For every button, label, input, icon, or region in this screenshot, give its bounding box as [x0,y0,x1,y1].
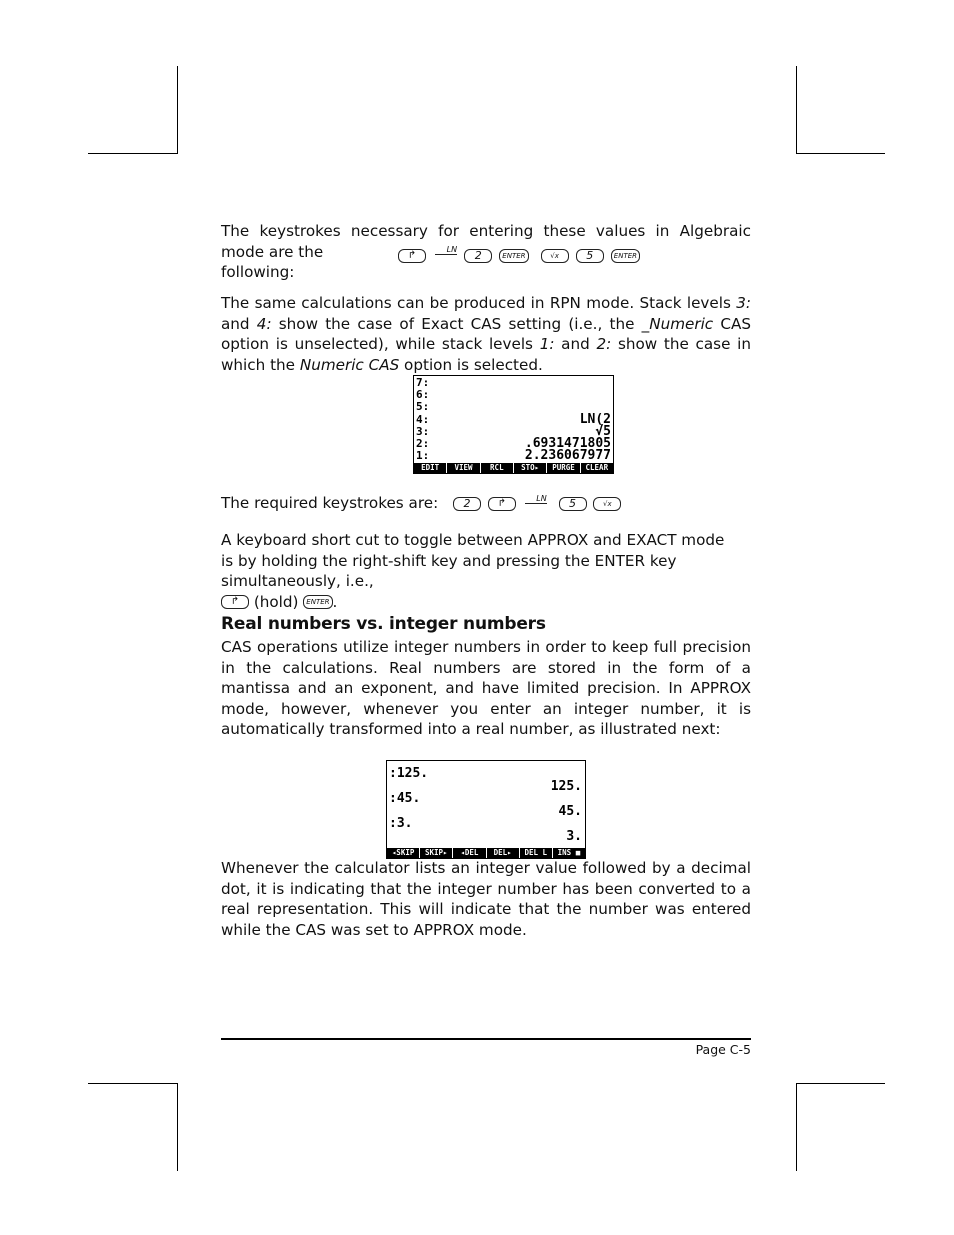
paragraph-required-keystrokes [221,494,623,512]
crop-mark [88,153,177,154]
stack-level [416,411,611,427]
crop-mark [796,1083,797,1171]
soft-menu-key: EDIT [414,463,447,473]
soft-menu-key: ◂SKIP [387,848,420,858]
soft-menu-key: STO▸ [514,463,547,473]
history-result: 125. [550,779,582,794]
soft-menu-bar [414,463,613,473]
right-shift-key: ↱ [488,497,516,511]
crop-mark [88,1083,177,1084]
stack-level-label: 3: [416,424,430,438]
key-2: 2 [464,249,492,263]
history-input: :125. [389,766,429,781]
soft-menu-key: RCL [481,463,514,473]
keystroke-sequence-algebraic [398,245,642,264]
crop-mark [177,66,178,154]
stack-level-label: 6: [416,388,430,402]
soft-menu-key: INS ■ [557,848,581,857]
stack-level-value: LN(2 [579,411,611,427]
history-display [389,763,582,847]
stack-level-value: √5 [595,423,611,439]
paragraph-rpn-mode: The same calculations can be produced in RPN mode. Stack levels 3: and 4: show the case of Exact CAS setting (i.e., the _Numeric CAS option is unselected), while stack levels 1: and 2: show the case in which the Numeric CAS option is selected. [221,294,752,374]
paragraph-text: The required keystrokes are: [221,494,439,512]
history-input: :45. [389,791,421,806]
crop-mark [796,153,885,154]
stack-level [416,389,611,401]
ln-function-label: LN [525,494,547,504]
stack-level-label: 2: [416,437,430,450]
enter-key: ENTER [303,595,332,609]
paragraph-decimal-dot: Whenever the calculator lists an integer value followed by a decimal dot, it is indicating that the integer number has been converted to a real representation. This will indicate that the number was entered while the CAS was set to APPROX mode. [221,859,751,939]
soft-menu-key: SKIP▸ [420,848,453,858]
stack-level-label: 4: [416,412,430,426]
stack-level [416,377,611,389]
stack-level-value: 2.236067977 [524,448,611,464]
page-number: Page C-5 [695,1042,751,1057]
right-shift-key: ↱ [398,249,426,263]
calculator-screen-approx [386,760,586,859]
stack-level-label: 1: [416,449,430,463]
soft-menu-bar [387,848,585,858]
right-shift-key: ↱ [221,595,249,609]
ln-function-label: LN [435,245,457,255]
crop-mark [177,1083,178,1171]
history-result: 45. [558,804,582,819]
paragraph-text: The keystrokes necessary for entering these values in Algebraic mode are the [221,222,751,261]
soft-menu-key: VIEW [447,463,480,473]
key-5: 5 [559,497,587,511]
stack-level-value: .6931471805 [524,436,611,451]
paragraph-real-vs-integer: CAS operations utilize integer numbers in order to keep full precision in the calculations. Real numbers are stored in the form of a mantissa and an exponent, and have limited precision. In APPROX mode, however, whenever you enter an integer number, it is automatically transformed into a real number, as illustrated next: [221,638,751,739]
soft-menu-key: PURGE [547,463,580,473]
soft-menu-key: CLEAR [585,463,609,472]
sqrt-key: √x [541,249,569,263]
calculator-screen-rpn-stack [413,375,614,474]
history-result: 3. [566,829,582,844]
paragraph-text: following: [221,263,295,282]
stack-level-label: 7: [416,376,430,389]
key-2: 2 [453,497,481,511]
crop-mark [796,1083,885,1084]
history-input: :3. [389,816,413,831]
crop-mark [796,66,797,154]
stack-display [416,377,611,462]
soft-menu-key: DEL L [520,848,553,858]
enter-key: ENTER [611,249,640,263]
stack-level-label: 5: [416,400,430,414]
enter-key: ENTER [499,249,528,263]
sqrt-key: √x [593,497,621,511]
key-5: 5 [576,249,604,263]
section-heading: Real numbers vs. integer numbers [221,614,546,634]
soft-menu-key: DEL▸ [487,848,520,858]
soft-menu-key: ◂DEL [453,848,486,858]
footer-rule [221,1038,751,1040]
stack-level [416,450,611,462]
paragraph-shortcut: A keyboard short cut to toggle between APPROX and EXACT mode is by holding the right-shift key and pressing the ENTER key simultaneously, i.e., ↱ (hold) ENTER . [221,531,725,611]
